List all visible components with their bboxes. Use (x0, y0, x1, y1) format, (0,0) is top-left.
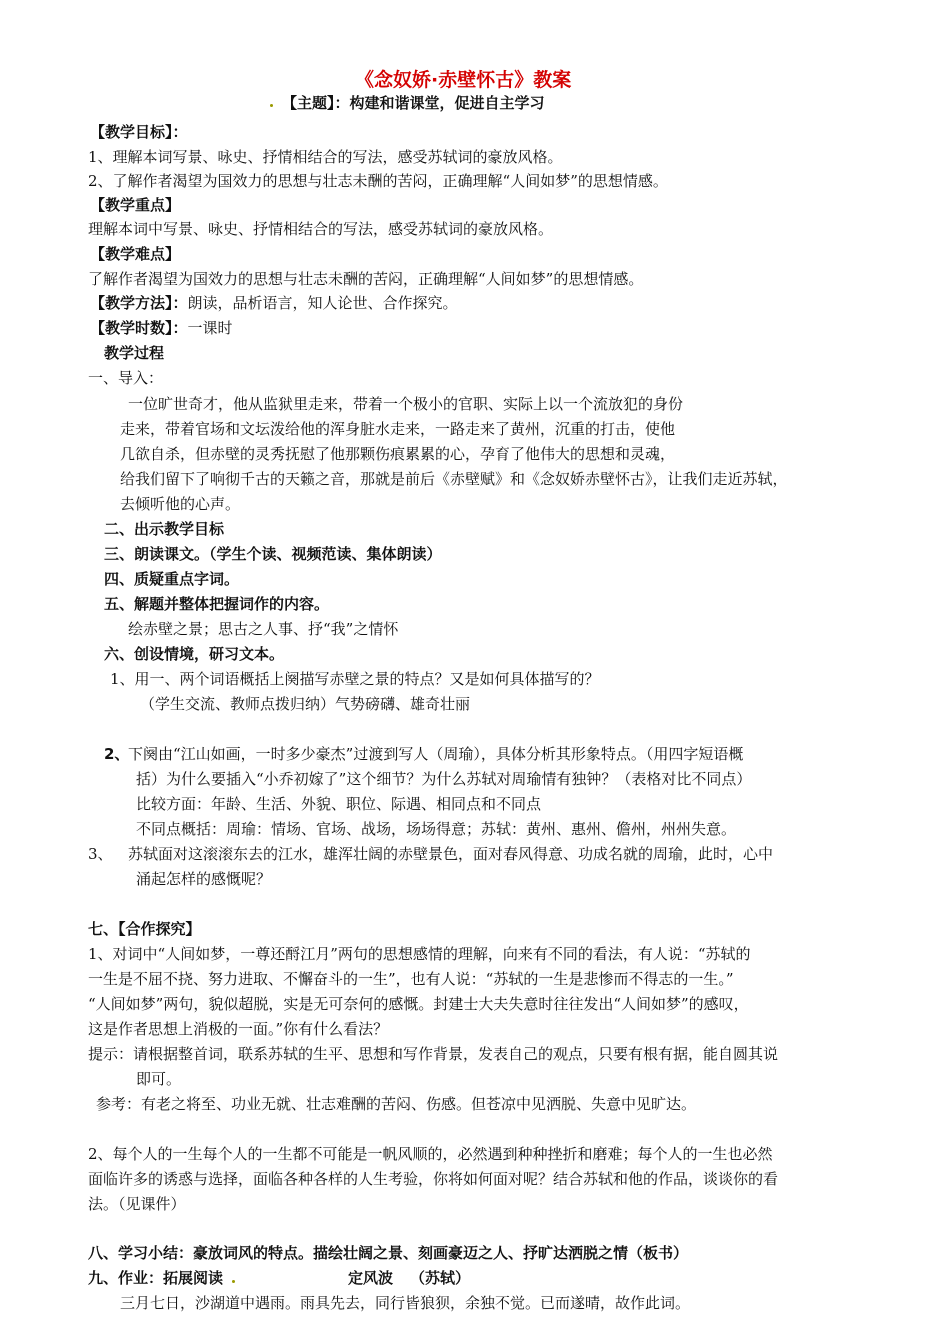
coop-1-line-d: 这是作者思想上消极的一面。”你有什么看法？ (88, 1020, 389, 1038)
difficulty-heading: 【教学难点】 (90, 245, 181, 263)
hint-line-b: 即可。 (136, 1070, 182, 1088)
method-line (90, 292, 458, 314)
decorative-dot (232, 1280, 235, 1283)
intro-line-4: 给我们留下了响彻千古的天籁之音，那就是前后《赤壁赋》和《念奴娇赤壁怀古》，让我们走近苏轼， (120, 470, 788, 488)
section-6: 六、创设情境，研习文本。 (104, 645, 285, 663)
section-3: 三、朗读课文。（学生个读、视频范读、集体朗读） (104, 545, 442, 563)
poem-title: 定风波 (348, 1269, 394, 1287)
key-text: 理解本词中写景、咏史、抒情相结合的写法，感受苏轼词的豪放风格。 (88, 220, 554, 238)
coop-2-line-a: 2、每个人的一生每个人的一生都不可能是一帆风顺的，必然遇到种种挫折和磨难；每个人的一生也必然 (88, 1145, 773, 1163)
process-heading: 教学过程 (104, 344, 165, 362)
question-2-diff: 不同点概括：周瑜：情场、官场、战场，场场得意；苏轼：黄州、惠州、儋州，州州失意。 (136, 820, 737, 838)
reference-line: 参考：有老之将至、功业无就、壮志难酬的苦闷、伤感。但苍凉中见洒脱、失意中见旷达。 (96, 1095, 697, 1113)
difficulty-text: 了解作者渴望为国效力的思想与壮志未酬的苦闷，正确理解“人间如梦”的思想情感。 (88, 270, 644, 288)
question-3-line-2: 涌起怎样的感慨呢？ (136, 870, 272, 888)
coop-2-line-c: 法。（见课件） (88, 1195, 186, 1213)
theme-line: 【主题】：构建和谐课堂，促进自主学习 (282, 94, 545, 112)
section-4: 四、质疑重点字词。 (104, 570, 240, 588)
question-2-number: 2、 (104, 745, 130, 763)
key-heading: 【教学重点】 (90, 196, 181, 214)
question-3-number: 3、 (88, 845, 113, 863)
coop-1-line-c: “人间如梦”两句，貌似超脱，实是无可奈何的感慨。封建士大夫失意时往往发出“人间如梦”的感叹， (88, 995, 749, 1013)
decorative-dot (270, 104, 273, 107)
question-3-line-1: 苏轼面对这滚滚东去的江水，雄浑壮阔的赤壁景色，面对春风得意、功成名就的周瑜，此时，心中 (128, 845, 774, 863)
question-2-compare: 比较方面：年龄、生活、外貌、职位、际遇、相同点和不同点 (136, 795, 542, 813)
section-7: 七、【合作探究】 (88, 920, 201, 938)
coop-2-line-b: 面临许多的诱惑与选择，面临各种各样的人生考验，你将如何面对呢？结合苏轼和他的作品，谈谈你的看 (88, 1170, 779, 1188)
intro-line-1: 一位旷世奇才，他从监狱里走来，带着一个极小的官职、实际上以一个流放犯的身份 (128, 395, 684, 413)
hint-line-a: 提示：请根据整首词，联系苏轼的生平、思想和写作背景，发表自己的观点，只要有根有据，能自圆其说 (88, 1045, 779, 1063)
coop-1-line-b: 一生是不屈不挠、努力进取、不懈奋斗的一生”，也有人说：“苏轼的一生是悲惨而不得志的一生。” (88, 970, 734, 988)
method-text: 朗读，品析语言，知人论世、合作探究。 (187, 294, 458, 312)
section-8: 八、学习小结：豪放词风的特点。描绘壮阔之景、刻画豪迈之人、抒旷达洒脱之情（板书） (88, 1244, 689, 1262)
hours-label: 【教学时数】： (90, 319, 188, 337)
intro-line-2: 走来，带着官场和文坛泼给他的浑身脏水走来，一路走来了黄州，沉重的打击，使他 (120, 420, 676, 438)
poem-preface: 三月七日，沙湖道中遇雨。雨具先去，同行皆狼狈，余独不觉。已而遂晴，故作此词。 (120, 1294, 691, 1312)
question-2-line-1: 下阕由“江山如画，一时多少豪杰”过渡到写人（周瑜），具体分析其形象特点。（用四字短语概 (128, 745, 744, 763)
intro-line-3: 几欲自杀，但赤壁的灵秀抚慰了他那颗伤痕累累的心，孕育了他伟大的思想和灵魂， (120, 445, 676, 463)
poem-author: （苏轼） (410, 1269, 471, 1287)
section-2: 二、出示教学目标 (104, 520, 225, 538)
question-1-answer: （学生交流、教师点拨归纳）气势磅礴、雄奇壮丽 (140, 695, 471, 713)
document-title: 《念奴娇·赤壁怀古》教案 (355, 69, 572, 91)
section-9: 九、作业：拓展阅读 (88, 1269, 224, 1287)
objective-1: 1、理解本词写景、咏史、抒情相结合的写法，感受苏轼词的豪放风格。 (88, 148, 563, 166)
question-1: 1、用一、两个词语概括上阕描写赤壁之景的特点？又是如何具体描写的？ (110, 670, 600, 688)
section-1-heading: 一、导入： (88, 369, 164, 387)
hours-line (90, 317, 233, 339)
method-label: 【教学方法】： (90, 294, 188, 312)
intro-line-5: 去倾听他的心声。 (120, 495, 241, 513)
section-5-text: 绘赤壁之景；思古之人事、抒“我”之情怀 (128, 620, 399, 638)
hours-text: 一课时 (187, 319, 233, 337)
objective-2: 2、了解作者渴望为国效力的思想与壮志未酬的苦闷，正确理解“人间如梦”的思想情感。 (88, 172, 668, 190)
objectives-heading: 【教学目标】： (90, 123, 188, 141)
coop-1-line-a: 1、对词中“人间如梦，一尊还酹江月”两句的思想感情的理解，向来有不同的看法，有人说：“苏轼的 (88, 945, 751, 963)
section-5: 五、解题并整体把握词作的内容。 (104, 595, 330, 613)
question-2-line-2: 括）为什么要插入“小乔初嫁了”这个细节？为什么苏轼对周瑜情有独钟？（表格对比不同点） (136, 770, 752, 788)
